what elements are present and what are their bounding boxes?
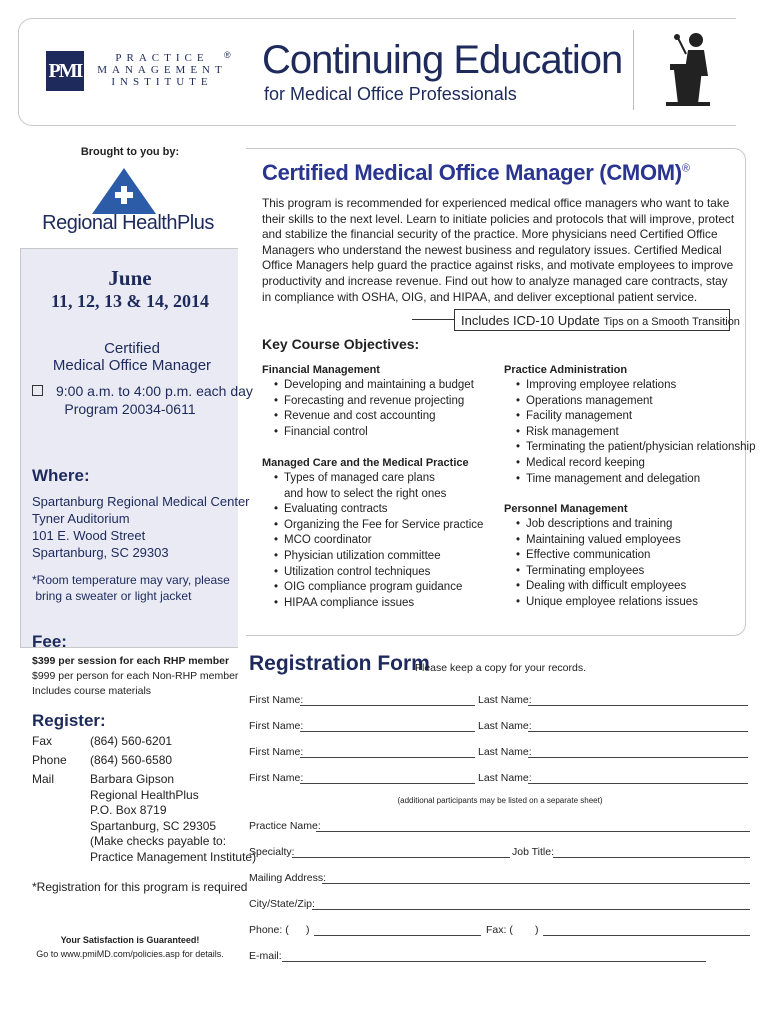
fee-member: $399 per session for each RHP member — [32, 655, 230, 667]
program-time: 9:00 a.m. to 4:00 p.m. each day — [56, 383, 253, 399]
fax-paren-close: ) — [535, 924, 539, 936]
list-item: • MCO coordinator — [262, 533, 483, 549]
first-name-label: First Name: — [249, 720, 304, 732]
phone-field[interactable] — [314, 935, 481, 936]
logo-word-practice: PRACTICE — [115, 52, 209, 64]
list-item: • Evaluating contracts — [262, 502, 483, 518]
list-item: • Dealing with difficult employees — [504, 579, 698, 595]
last-name-field[interactable] — [528, 783, 748, 784]
room-note: *Room temperature may vary, please — [32, 573, 230, 587]
email-label: E-mail: — [249, 950, 282, 962]
mail-line: Practice Management Institute) — [90, 849, 257, 864]
icd-pointer-line — [412, 319, 454, 320]
logo-registered-mark: ® — [224, 50, 231, 60]
address-line: Tyner Auditorium — [32, 511, 130, 526]
registration-form-note: Please keep a copy for your records. — [415, 662, 587, 674]
list-item: • Time management and delegation — [504, 472, 756, 488]
additional-participants-note: (additional participants may be listed on a separate sheet) — [397, 796, 603, 805]
mail-line: Spartanburg, SC 29305 — [90, 818, 217, 833]
course-title — [262, 160, 690, 186]
specialty-field[interactable] — [292, 857, 510, 858]
first-name-field[interactable] — [300, 731, 475, 732]
fax-field[interactable] — [543, 935, 750, 936]
list-item: • Facility management — [504, 409, 756, 425]
mail-line: (Make checks payable to: — [90, 834, 227, 848]
last-name-label: Last Name: — [478, 720, 532, 732]
mail-line: Barbara Gipson — [90, 772, 175, 786]
phone-label: Phone: ( — [249, 924, 289, 936]
fee-non-member: $999 per person for each Non-RHP member — [32, 670, 239, 682]
mail-label: Mail — [32, 772, 55, 786]
managed-care-heading: Managed Care and the Medical Practice — [262, 457, 469, 469]
financial-list — [262, 378, 474, 440]
address-line: Spartanburg, SC 29303 — [32, 545, 169, 560]
fee-heading: Fee: — [32, 632, 67, 651]
fee-materials: Includes course materials — [32, 685, 152, 697]
guarantee-link-text[interactable]: Go to www.pmiMD.com/policies.asp for details. — [36, 949, 224, 959]
date-month: June — [108, 266, 152, 290]
list-item: • OIG compliance program guidance — [262, 580, 483, 596]
practice-name-label: Practice Name: — [249, 820, 321, 832]
list-item: • Job descriptions and training — [504, 517, 698, 533]
phone-paren-close: ) — [306, 924, 310, 936]
personnel-list — [504, 517, 698, 611]
financial-heading: Financial Management — [262, 364, 380, 376]
managed-care-list — [262, 471, 483, 611]
practice-admin-list — [504, 378, 756, 487]
mail-line: Regional HealthPlus — [90, 787, 199, 802]
course-title-reg: ® — [681, 162, 690, 175]
list-item: • Improving employee relations — [504, 378, 756, 394]
list-item: • Physician utilization committee — [262, 549, 483, 565]
list-item: and how to select the right ones — [284, 487, 447, 500]
fax-label: Fax — [32, 734, 53, 748]
city-state-zip-field[interactable] — [312, 909, 750, 910]
brought-to-you-label: Brought to you by: — [80, 146, 180, 158]
icd-update-callout — [454, 309, 740, 331]
page-subtitle: for Medical Office Professionals — [264, 84, 517, 104]
list-item: • Effective communication — [504, 548, 698, 564]
registration-form-title: Registration Form — [249, 652, 430, 675]
logo-word-management: MANAGEMENT — [97, 64, 227, 76]
personnel-heading: Personnel Management — [504, 503, 628, 515]
address-line: 101 E. Wood Street — [32, 528, 146, 543]
last-name-field[interactable] — [528, 731, 748, 732]
list-item: • Operations management — [504, 394, 756, 410]
practice-name-field[interactable] — [316, 831, 750, 832]
pmi-logo-mark: PMI — [46, 51, 84, 91]
last-name-label: Last Name: — [478, 772, 532, 784]
list-item: • Financial control — [262, 425, 474, 441]
list-item: • HIPAA compliance issues — [262, 596, 483, 612]
last-name-field[interactable] — [528, 705, 748, 706]
course-intro: This program is recommended for experienced medical office managers who want to take their skills to the next level. Learn to initiate policies and protocols that will improve, protect and stabilize the financial security of the practice. More physicians need Certified Office Managers who understand the newest business and regulatory issues. Certified Medical Office Managers help guard the practice against risks, and motivate employees to improve productivity and increase revenue. Find out how to analyze managed care contracts, stay in compliance with OSHA, OIG, and HIPAA, and deliver exceptional patient service. — [262, 196, 735, 304]
list-item: • Terminating employees — [504, 564, 698, 580]
job-title-label: Job Title: — [512, 846, 555, 858]
list-item: • Utilization control techniques — [262, 565, 483, 581]
first-name-field[interactable] — [300, 757, 475, 758]
practice-admin-heading: Practice Administration — [504, 364, 628, 376]
first-name-label: First Name: — [249, 746, 304, 758]
list-item: • Revenue and cost accounting — [262, 409, 474, 425]
list-item: • Types of managed care plans — [262, 471, 483, 487]
phone-label: Phone — [32, 753, 67, 767]
header-divider — [633, 30, 634, 110]
list-item: • Risk management — [504, 425, 756, 441]
course-title-text: Certified Medical Office Manager (CMOM) — [262, 160, 682, 185]
fax-label: Fax: ( — [486, 924, 513, 936]
first-name-label: First Name: — [249, 694, 304, 706]
date-days: 11, 12, 13 & 14, 2014 — [50, 291, 209, 311]
where-heading: Where: — [32, 466, 90, 485]
mailing-address-field[interactable] — [322, 883, 750, 884]
list-item: • Unique employee relations issues — [504, 595, 698, 611]
regional-healthplus-logo-icon — [92, 168, 156, 214]
first-name-field[interactable] — [300, 705, 475, 706]
list-item: • Maintaining valued employees — [504, 533, 698, 549]
list-item: • Developing and maintaining a budget — [262, 378, 474, 394]
program-number: Program 20034-0611 — [64, 401, 196, 417]
page-title: Continuing Education — [262, 38, 623, 82]
objectives-heading: Key Course Objectives: — [262, 336, 420, 352]
mail-address — [90, 772, 256, 865]
specialty-label: Specialty: — [249, 846, 295, 858]
icd-small-text: Tips on a Smooth Transition — [603, 316, 740, 328]
phone-number: (864) 560-6580 — [90, 753, 173, 767]
list-item: • Terminating the patient/physician relationship — [504, 440, 756, 456]
list-item: • Medical record keeping — [504, 456, 756, 472]
first-name-field[interactable] — [300, 783, 475, 784]
register-heading: Register: — [32, 711, 106, 730]
podium-speaker-icon — [660, 30, 716, 108]
guarantee-title: Your Satisfaction is Guaranteed! — [60, 935, 200, 945]
pmi-logo-text — [92, 52, 232, 88]
address-line: Spartanburg Regional Medical Center — [32, 494, 250, 509]
list-item: • Forecasting and revenue projecting — [262, 394, 474, 410]
job-title-field[interactable] — [553, 857, 750, 858]
city-state-zip-label: City/State/Zip: — [249, 898, 315, 910]
fax-number: (864) 560-6201 — [90, 734, 173, 748]
program-name-line2: Medical Office Manager — [52, 357, 212, 374]
last-name-label: Last Name: — [478, 746, 532, 758]
mail-line: P.O. Box 8719 — [90, 803, 167, 817]
first-name-label: First Name: — [249, 772, 304, 784]
logo-word-institute: INSTITUTE — [111, 76, 213, 88]
email-field[interactable] — [282, 961, 706, 962]
last-name-label: Last Name: — [478, 694, 532, 706]
mailing-address-label: Mailing Address: — [249, 872, 327, 884]
sponsor-name: Regional HealthPlus — [42, 212, 214, 234]
list-item: • Organizing the Fee for Service practice — [262, 518, 483, 534]
program-name-line1: Certified — [104, 340, 160, 357]
program-name — [30, 340, 234, 374]
last-name-field[interactable] — [528, 757, 748, 758]
room-note: bring a sweater or light jacket — [32, 589, 192, 603]
registration-required-note: *Registration for this program is required — [32, 880, 248, 894]
checkbox-icon[interactable] — [32, 385, 43, 396]
icd-main-text: Includes ICD-10 Update — [461, 313, 600, 328]
